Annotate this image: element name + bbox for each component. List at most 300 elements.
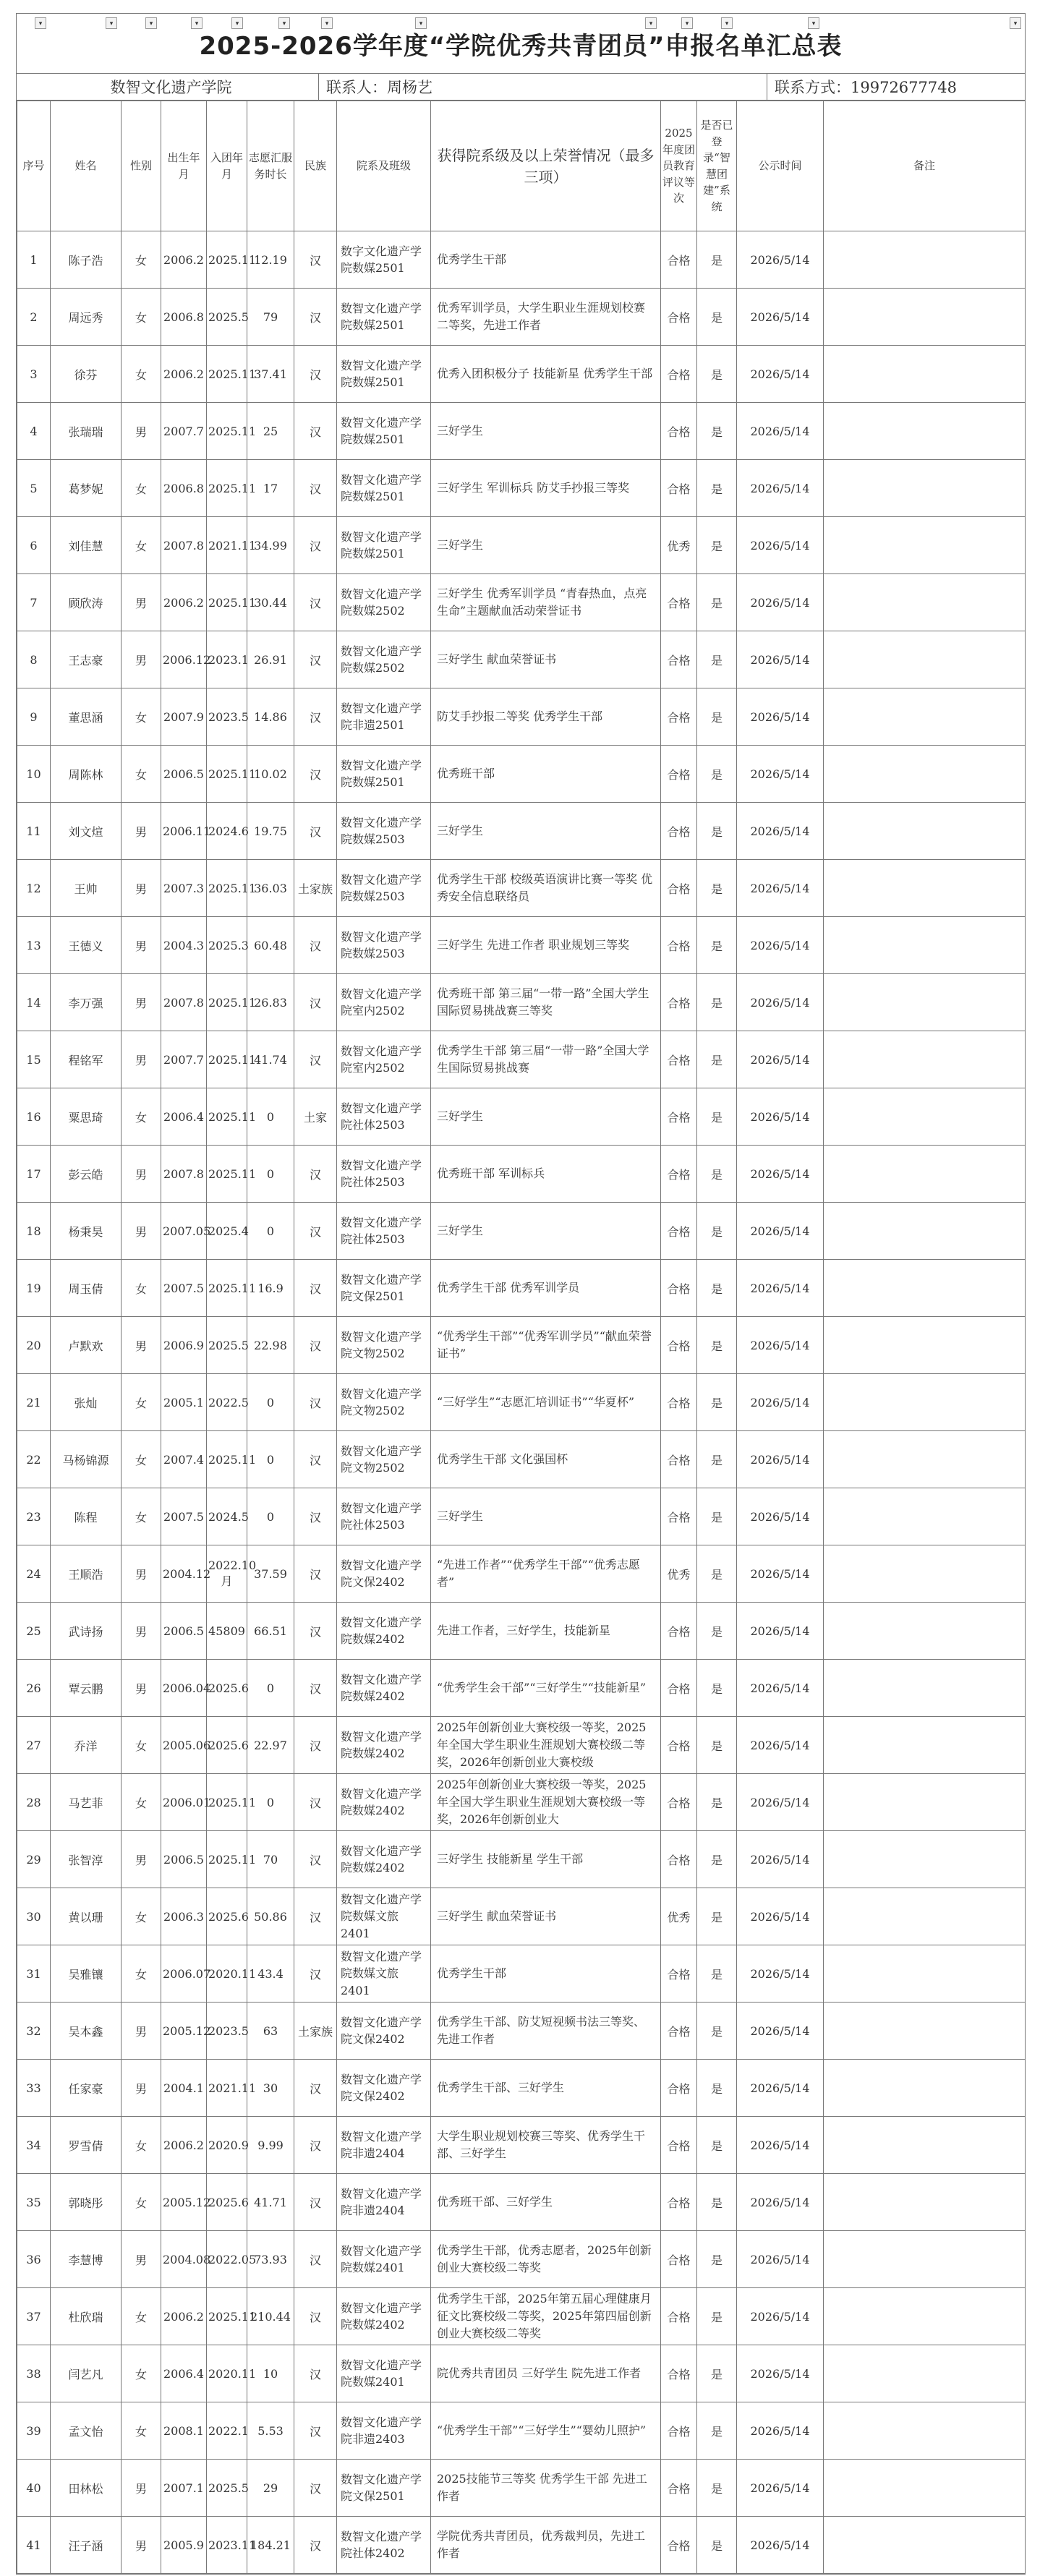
cell-gender[interactable]: 女 (122, 231, 161, 289)
cell-honors[interactable] (431, 2345, 661, 2402)
cell-remarks[interactable] (824, 517, 1026, 574)
cell-honors[interactable] (431, 403, 661, 460)
cell-remarks[interactable] (824, 1146, 1026, 1203)
cell-publicity[interactable]: 2026/5/14 (737, 517, 824, 574)
cell-gender[interactable]: 男 (122, 1831, 161, 1888)
cell-class[interactable] (337, 1317, 431, 1374)
cell-remarks[interactable] (824, 1374, 1026, 1431)
cell-publicity[interactable]: 2026/5/14 (737, 746, 824, 803)
cell-hours[interactable]: 43.4 (247, 1945, 294, 2003)
cell-name[interactable]: 葛梦妮 (51, 460, 122, 517)
cell-gender[interactable]: 女 (122, 346, 161, 403)
cell-gender[interactable]: 女 (122, 1488, 161, 1545)
cell-remarks[interactable] (824, 289, 1026, 346)
table-row[interactable] (17, 1203, 1026, 1260)
cell-remarks[interactable] (824, 346, 1026, 403)
cell-gender[interactable]: 男 (122, 860, 161, 917)
cell-seq[interactable]: 34 (17, 2117, 51, 2174)
cell-birth[interactable]: 2004.08 (161, 2231, 207, 2288)
filter-dropdown-icon[interactable]: ▾ (645, 17, 657, 29)
cell-publicity[interactable]: 2026/5/14 (737, 403, 824, 460)
cell-join[interactable]: 2020.11 (207, 2345, 247, 2402)
cell-name[interactable]: 刘佳慧 (51, 517, 122, 574)
cell-registered[interactable]: 是 (697, 746, 737, 803)
cell-honors[interactable] (431, 1203, 661, 1260)
cell-ethnic[interactable]: 土家族 (294, 860, 337, 917)
cell-hours[interactable]: 30 (247, 2060, 294, 2117)
cell-eval[interactable]: 合格 (661, 1260, 697, 1317)
table-row[interactable] (17, 1374, 1026, 1431)
cell-eval[interactable]: 合格 (661, 1317, 697, 1374)
cell-join[interactable]: 2025.4 (207, 1203, 247, 1260)
cell-honors[interactable] (431, 1545, 661, 1603)
cell-class[interactable] (337, 2117, 431, 2174)
cell-name[interactable]: 李慧博 (51, 2231, 122, 2288)
table-row[interactable] (17, 517, 1026, 574)
table-row[interactable] (17, 460, 1026, 517)
cell-name[interactable]: 卢默欢 (51, 1317, 122, 1374)
cell-eval[interactable]: 合格 (661, 2060, 697, 2117)
cell-hours[interactable]: 60.48 (247, 917, 294, 974)
cell-seq[interactable]: 4 (17, 403, 51, 460)
cell-publicity[interactable]: 2026/5/14 (737, 2460, 824, 2517)
cell-hours[interactable]: 0 (247, 1774, 294, 1831)
cell-gender[interactable]: 男 (122, 2003, 161, 2060)
cell-publicity[interactable]: 2026/5/14 (737, 289, 824, 346)
cell-remarks[interactable] (824, 1717, 1026, 1774)
cell-hours[interactable]: 26.91 (247, 631, 294, 688)
cell-join[interactable]: 2023.5 (207, 688, 247, 746)
cell-gender[interactable]: 男 (122, 1317, 161, 1374)
cell-birth[interactable]: 2007.8 (161, 517, 207, 574)
cell-honors[interactable] (431, 1888, 661, 1945)
cell-ethnic[interactable]: 汉 (294, 1203, 337, 1260)
table-row[interactable] (17, 1317, 1026, 1374)
cell-publicity[interactable]: 2026/5/14 (737, 1146, 824, 1203)
cell-name[interactable]: 郭晓彤 (51, 2174, 122, 2231)
cell-birth[interactable]: 2005.06 (161, 1717, 207, 1774)
table-row[interactable] (17, 1831, 1026, 1888)
cell-eval[interactable]: 合格 (661, 1431, 697, 1488)
cell-join[interactable]: 2025.11 (207, 1260, 247, 1317)
cell-name[interactable]: 马杨锦源 (51, 1431, 122, 1488)
cell-class[interactable] (337, 517, 431, 574)
cell-birth[interactable]: 2006.01 (161, 1774, 207, 1831)
filter-dropdown-icon[interactable]: ▾ (191, 17, 203, 29)
cell-honors[interactable] (431, 860, 661, 917)
cell-ethnic[interactable]: 汉 (294, 2517, 337, 2574)
cell-name[interactable]: 程铭军 (51, 1031, 122, 1088)
cell-remarks[interactable] (824, 1317, 1026, 1374)
cell-name[interactable]: 杨秉昊 (51, 1203, 122, 1260)
cell-name[interactable]: 王德义 (51, 917, 122, 974)
cell-honors[interactable] (431, 460, 661, 517)
cell-publicity[interactable]: 2026/5/14 (737, 1203, 824, 1260)
cell-class[interactable] (337, 1146, 431, 1203)
cell-publicity[interactable]: 2026/5/14 (737, 1031, 824, 1088)
cell-name[interactable]: 彭云皓 (51, 1146, 122, 1203)
cell-eval[interactable]: 合格 (661, 1488, 697, 1545)
cell-remarks[interactable] (824, 2231, 1026, 2288)
filter-dropdown-icon[interactable]: ▾ (145, 17, 157, 29)
cell-birth[interactable]: 2008.1 (161, 2402, 207, 2460)
cell-registered[interactable]: 是 (697, 1146, 737, 1203)
cell-ethnic[interactable]: 汉 (294, 1774, 337, 1831)
cell-remarks[interactable] (824, 2460, 1026, 2517)
cell-gender[interactable]: 男 (122, 803, 161, 860)
cell-gender[interactable]: 女 (122, 1717, 161, 1774)
cell-registered[interactable]: 是 (697, 1831, 737, 1888)
cell-birth[interactable]: 2006.2 (161, 346, 207, 403)
cell-hours[interactable]: 79 (247, 289, 294, 346)
cell-eval[interactable]: 合格 (661, 917, 697, 974)
cell-registered[interactable]: 是 (697, 231, 737, 289)
cell-eval[interactable]: 合格 (661, 2402, 697, 2460)
cell-remarks[interactable] (824, 460, 1026, 517)
cell-gender[interactable]: 男 (122, 1146, 161, 1203)
cell-hours[interactable]: 63 (247, 2003, 294, 2060)
cell-remarks[interactable] (824, 2288, 1026, 2345)
cell-gender[interactable]: 女 (122, 2345, 161, 2402)
cell-birth[interactable]: 2006.4 (161, 1088, 207, 1146)
cell-remarks[interactable] (824, 1660, 1026, 1717)
cell-gender[interactable]: 女 (122, 1774, 161, 1831)
table-row[interactable] (17, 917, 1026, 974)
cell-join[interactable]: 2024.6 (207, 803, 247, 860)
cell-name[interactable]: 周陈林 (51, 746, 122, 803)
table-row[interactable] (17, 1888, 1026, 1945)
cell-hours[interactable]: 41.71 (247, 2174, 294, 2231)
cell-seq[interactable]: 25 (17, 1603, 51, 1660)
cell-seq[interactable]: 19 (17, 1260, 51, 1317)
cell-registered[interactable]: 是 (697, 2117, 737, 2174)
cell-remarks[interactable] (824, 688, 1026, 746)
cell-class[interactable] (337, 2345, 431, 2402)
cell-eval[interactable]: 优秀 (661, 1545, 697, 1603)
cell-publicity[interactable]: 2026/5/14 (737, 1374, 824, 1431)
cell-honors[interactable] (431, 974, 661, 1031)
cell-ethnic[interactable]: 汉 (294, 403, 337, 460)
cell-registered[interactable]: 是 (697, 1374, 737, 1431)
cell-name[interactable]: 汪子涵 (51, 2517, 122, 2574)
cell-eval[interactable]: 优秀 (661, 1888, 697, 1945)
cell-birth[interactable]: 2006.11 (161, 803, 207, 860)
cell-eval[interactable]: 合格 (661, 2460, 697, 2517)
cell-honors[interactable] (431, 1431, 661, 1488)
cell-publicity[interactable]: 2026/5/14 (737, 1260, 824, 1317)
cell-remarks[interactable] (824, 631, 1026, 688)
cell-class[interactable] (337, 1260, 431, 1317)
table-row[interactable] (17, 1945, 1026, 2003)
cell-registered[interactable]: 是 (697, 2174, 737, 2231)
cell-join[interactable]: 2024.5 (207, 1488, 247, 1545)
cell-eval[interactable]: 合格 (661, 2117, 697, 2174)
cell-birth[interactable]: 2006.9 (161, 1317, 207, 1374)
cell-birth[interactable]: 2004.3 (161, 917, 207, 974)
cell-eval[interactable]: 优秀 (661, 517, 697, 574)
cell-ethnic[interactable]: 汉 (294, 2460, 337, 2517)
cell-class[interactable] (337, 346, 431, 403)
cell-hours[interactable]: 0 (247, 1488, 294, 1545)
cell-registered[interactable]: 是 (697, 1203, 737, 1260)
cell-gender[interactable]: 女 (122, 1431, 161, 1488)
cell-birth[interactable]: 2007.7 (161, 1031, 207, 1088)
cell-ethnic[interactable]: 汉 (294, 1945, 337, 2003)
table-row[interactable] (17, 974, 1026, 1031)
cell-gender[interactable]: 男 (122, 574, 161, 631)
cell-ethnic[interactable]: 汉 (294, 974, 337, 1031)
cell-birth[interactable]: 2006.5 (161, 746, 207, 803)
cell-seq[interactable]: 15 (17, 1031, 51, 1088)
table-row[interactable] (17, 1660, 1026, 1717)
cell-eval[interactable]: 合格 (661, 1717, 697, 1774)
cell-name[interactable]: 闫艺凡 (51, 2345, 122, 2402)
cell-seq[interactable]: 13 (17, 917, 51, 974)
cell-class[interactable] (337, 1088, 431, 1146)
cell-join[interactable]: 2020.9 (207, 2117, 247, 2174)
cell-registered[interactable]: 是 (697, 574, 737, 631)
cell-seq[interactable]: 22 (17, 1431, 51, 1488)
cell-gender[interactable]: 男 (122, 1660, 161, 1717)
cell-registered[interactable]: 是 (697, 1088, 737, 1146)
cell-honors[interactable] (431, 2231, 661, 2288)
cell-publicity[interactable]: 2026/5/14 (737, 860, 824, 917)
cell-remarks[interactable] (824, 1888, 1026, 1945)
cell-join[interactable]: 2025.11 (207, 574, 247, 631)
cell-publicity[interactable]: 2026/5/14 (737, 2060, 824, 2117)
cell-honors[interactable] (431, 1660, 661, 1717)
table-row[interactable] (17, 1031, 1026, 1088)
cell-hours[interactable]: 0 (247, 1088, 294, 1146)
cell-name[interactable]: 董思涵 (51, 688, 122, 746)
cell-remarks[interactable] (824, 974, 1026, 1031)
cell-name[interactable]: 顾欣涛 (51, 574, 122, 631)
cell-gender[interactable]: 男 (122, 917, 161, 974)
cell-gender[interactable]: 女 (122, 1088, 161, 1146)
cell-join[interactable]: 2025.11 (207, 403, 247, 460)
cell-class[interactable] (337, 289, 431, 346)
cell-ethnic[interactable]: 汉 (294, 346, 337, 403)
cell-seq[interactable]: 7 (17, 574, 51, 631)
cell-class[interactable] (337, 1603, 431, 1660)
cell-birth[interactable]: 2007.7 (161, 403, 207, 460)
cell-seq[interactable]: 1 (17, 231, 51, 289)
cell-eval[interactable]: 合格 (661, 1146, 697, 1203)
cell-class[interactable] (337, 2231, 431, 2288)
cell-join[interactable]: 2021.11 (207, 517, 247, 574)
cell-hours[interactable]: 50.86 (247, 1888, 294, 1945)
cell-name[interactable]: 王志豪 (51, 631, 122, 688)
cell-join[interactable]: 2025.5 (207, 2460, 247, 2517)
cell-remarks[interactable] (824, 803, 1026, 860)
filter-dropdown-icon[interactable]: ▾ (1010, 17, 1021, 29)
cell-name[interactable]: 王帅 (51, 860, 122, 917)
cell-ethnic[interactable]: 汉 (294, 2345, 337, 2402)
cell-publicity[interactable]: 2026/5/14 (737, 631, 824, 688)
cell-eval[interactable]: 合格 (661, 2345, 697, 2402)
cell-honors[interactable] (431, 1603, 661, 1660)
cell-join[interactable]: 2020.11 (207, 1945, 247, 2003)
table-row[interactable] (17, 2345, 1026, 2402)
cell-honors[interactable] (431, 746, 661, 803)
cell-name[interactable]: 杜欣瑞 (51, 2288, 122, 2345)
cell-ethnic[interactable]: 汉 (294, 2117, 337, 2174)
cell-publicity[interactable]: 2026/5/14 (737, 574, 824, 631)
cell-hours[interactable]: 17 (247, 460, 294, 517)
cell-hours[interactable]: 0 (247, 1203, 294, 1260)
cell-hours[interactable]: 14.86 (247, 688, 294, 746)
cell-birth[interactable]: 2007.5 (161, 1260, 207, 1317)
cell-ethnic[interactable]: 汉 (294, 460, 337, 517)
cell-seq[interactable]: 31 (17, 1945, 51, 2003)
cell-join[interactable]: 2025.11 (207, 860, 247, 917)
cell-gender[interactable]: 男 (122, 2060, 161, 2117)
cell-ethnic[interactable]: 汉 (294, 746, 337, 803)
cell-birth[interactable]: 2006.2 (161, 231, 207, 289)
cell-eval[interactable]: 合格 (661, 1660, 697, 1717)
cell-name[interactable]: 张灿 (51, 1374, 122, 1431)
cell-honors[interactable] (431, 1774, 661, 1831)
cell-join[interactable]: 2025.11 (207, 1431, 247, 1488)
cell-hours[interactable]: 37.59 (247, 1545, 294, 1603)
cell-publicity[interactable]: 2026/5/14 (737, 1488, 824, 1545)
cell-publicity[interactable]: 2026/5/14 (737, 688, 824, 746)
table-row[interactable] (17, 631, 1026, 688)
cell-publicity[interactable]: 2026/5/14 (737, 1717, 824, 1774)
cell-hours[interactable]: 29 (247, 2460, 294, 2517)
table-row[interactable] (17, 2460, 1026, 2517)
cell-name[interactable]: 吴雅镶 (51, 1945, 122, 2003)
cell-ethnic[interactable]: 汉 (294, 2174, 337, 2231)
table-row[interactable] (17, 746, 1026, 803)
cell-join[interactable]: 2025.11 (207, 1088, 247, 1146)
cell-remarks[interactable] (824, 1260, 1026, 1317)
cell-birth[interactable]: 2006.8 (161, 289, 207, 346)
cell-birth[interactable]: 2006.04 (161, 1660, 207, 1717)
cell-seq[interactable]: 16 (17, 1088, 51, 1146)
cell-ethnic[interactable]: 汉 (294, 2288, 337, 2345)
cell-hours[interactable]: 34.99 (247, 517, 294, 574)
cell-publicity[interactable]: 2026/5/14 (737, 1945, 824, 2003)
cell-hours[interactable]: 12.19 (247, 231, 294, 289)
cell-class[interactable] (337, 231, 431, 289)
cell-join[interactable]: 2025.6 (207, 2174, 247, 2231)
cell-ethnic[interactable]: 汉 (294, 1660, 337, 1717)
cell-name[interactable]: 黄以珊 (51, 1888, 122, 1945)
cell-hours[interactable]: 9.99 (247, 2117, 294, 2174)
cell-hours[interactable]: 70 (247, 1831, 294, 1888)
cell-remarks[interactable] (824, 1203, 1026, 1260)
cell-remarks[interactable] (824, 2345, 1026, 2402)
cell-hours[interactable]: 0 (247, 1146, 294, 1203)
filter-dropdown-icon[interactable]: ▾ (808, 17, 819, 29)
cell-name[interactable]: 罗雪倩 (51, 2117, 122, 2174)
cell-eval[interactable]: 合格 (661, 1603, 697, 1660)
cell-eval[interactable]: 合格 (661, 1945, 697, 2003)
table-row[interactable] (17, 289, 1026, 346)
cell-birth[interactable]: 2007.1 (161, 2460, 207, 2517)
cell-gender[interactable]: 男 (122, 1031, 161, 1088)
cell-registered[interactable]: 是 (697, 803, 737, 860)
cell-registered[interactable]: 是 (697, 1031, 737, 1088)
table-row[interactable] (17, 1545, 1026, 1603)
cell-ethnic[interactable]: 土家族 (294, 2003, 337, 2060)
cell-join[interactable]: 2021.11 (207, 2060, 247, 2117)
cell-birth[interactable]: 2006.2 (161, 574, 207, 631)
cell-ethnic[interactable]: 汉 (294, 1603, 337, 1660)
cell-remarks[interactable] (824, 2117, 1026, 2174)
cell-ethnic[interactable]: 汉 (294, 688, 337, 746)
cell-honors[interactable] (431, 1146, 661, 1203)
cell-hours[interactable]: 73.93 (247, 2231, 294, 2288)
cell-eval[interactable]: 合格 (661, 346, 697, 403)
cell-publicity[interactable]: 2026/5/14 (737, 917, 824, 974)
cell-publicity[interactable]: 2026/5/14 (737, 2517, 824, 2574)
cell-gender[interactable]: 女 (122, 1260, 161, 1317)
cell-name[interactable]: 刘文煊 (51, 803, 122, 860)
cell-publicity[interactable]: 2026/5/14 (737, 2117, 824, 2174)
cell-join[interactable]: 2025.11 (207, 460, 247, 517)
cell-honors[interactable] (431, 1945, 661, 2003)
cell-remarks[interactable] (824, 2517, 1026, 2574)
cell-join[interactable]: 2022.1 (207, 2402, 247, 2460)
cell-ethnic[interactable]: 汉 (294, 1717, 337, 1774)
cell-registered[interactable]: 是 (697, 1717, 737, 1774)
cell-publicity[interactable]: 2026/5/14 (737, 2231, 824, 2288)
cell-birth[interactable]: 2007.8 (161, 1146, 207, 1203)
cell-join[interactable]: 2025.6 (207, 1717, 247, 1774)
cell-honors[interactable] (431, 231, 661, 289)
cell-publicity[interactable]: 2026/5/14 (737, 460, 824, 517)
cell-name[interactable]: 周玉倩 (51, 1260, 122, 1317)
cell-join[interactable]: 2025.5 (207, 289, 247, 346)
cell-remarks[interactable] (824, 1545, 1026, 1603)
cell-hours[interactable]: 19.75 (247, 803, 294, 860)
cell-hours[interactable]: 210.44 (247, 2288, 294, 2345)
cell-publicity[interactable]: 2026/5/14 (737, 1317, 824, 1374)
cell-join[interactable]: 2023.5 (207, 2003, 247, 2060)
cell-ethnic[interactable]: 汉 (294, 2060, 337, 2117)
cell-class[interactable] (337, 1945, 431, 2003)
cell-seq[interactable]: 36 (17, 2231, 51, 2288)
cell-eval[interactable]: 合格 (661, 1374, 697, 1431)
cell-hours[interactable]: 41.74 (247, 1031, 294, 1088)
cell-ethnic[interactable]: 汉 (294, 1888, 337, 1945)
table-row[interactable] (17, 803, 1026, 860)
table-row[interactable] (17, 231, 1026, 289)
cell-join[interactable]: 2022.10月 (207, 1545, 247, 1603)
cell-ethnic[interactable]: 汉 (294, 1146, 337, 1203)
filter-dropdown-icon[interactable]: ▾ (278, 17, 290, 29)
cell-name[interactable]: 田林松 (51, 2460, 122, 2517)
table-row[interactable] (17, 2288, 1026, 2345)
cell-birth[interactable]: 2005.12 (161, 2003, 207, 2060)
cell-ethnic[interactable]: 汉 (294, 803, 337, 860)
cell-class[interactable] (337, 631, 431, 688)
cell-eval[interactable]: 合格 (661, 631, 697, 688)
cell-honors[interactable] (431, 917, 661, 974)
cell-name[interactable]: 李万强 (51, 974, 122, 1031)
cell-remarks[interactable] (824, 860, 1026, 917)
table-row[interactable] (17, 2117, 1026, 2174)
cell-class[interactable] (337, 1374, 431, 1431)
cell-seq[interactable]: 27 (17, 1717, 51, 1774)
cell-remarks[interactable] (824, 231, 1026, 289)
cell-join[interactable]: 2025.11 (207, 1031, 247, 1088)
cell-seq[interactable]: 21 (17, 1374, 51, 1431)
cell-honors[interactable] (431, 574, 661, 631)
cell-hours[interactable]: 37.41 (247, 346, 294, 403)
